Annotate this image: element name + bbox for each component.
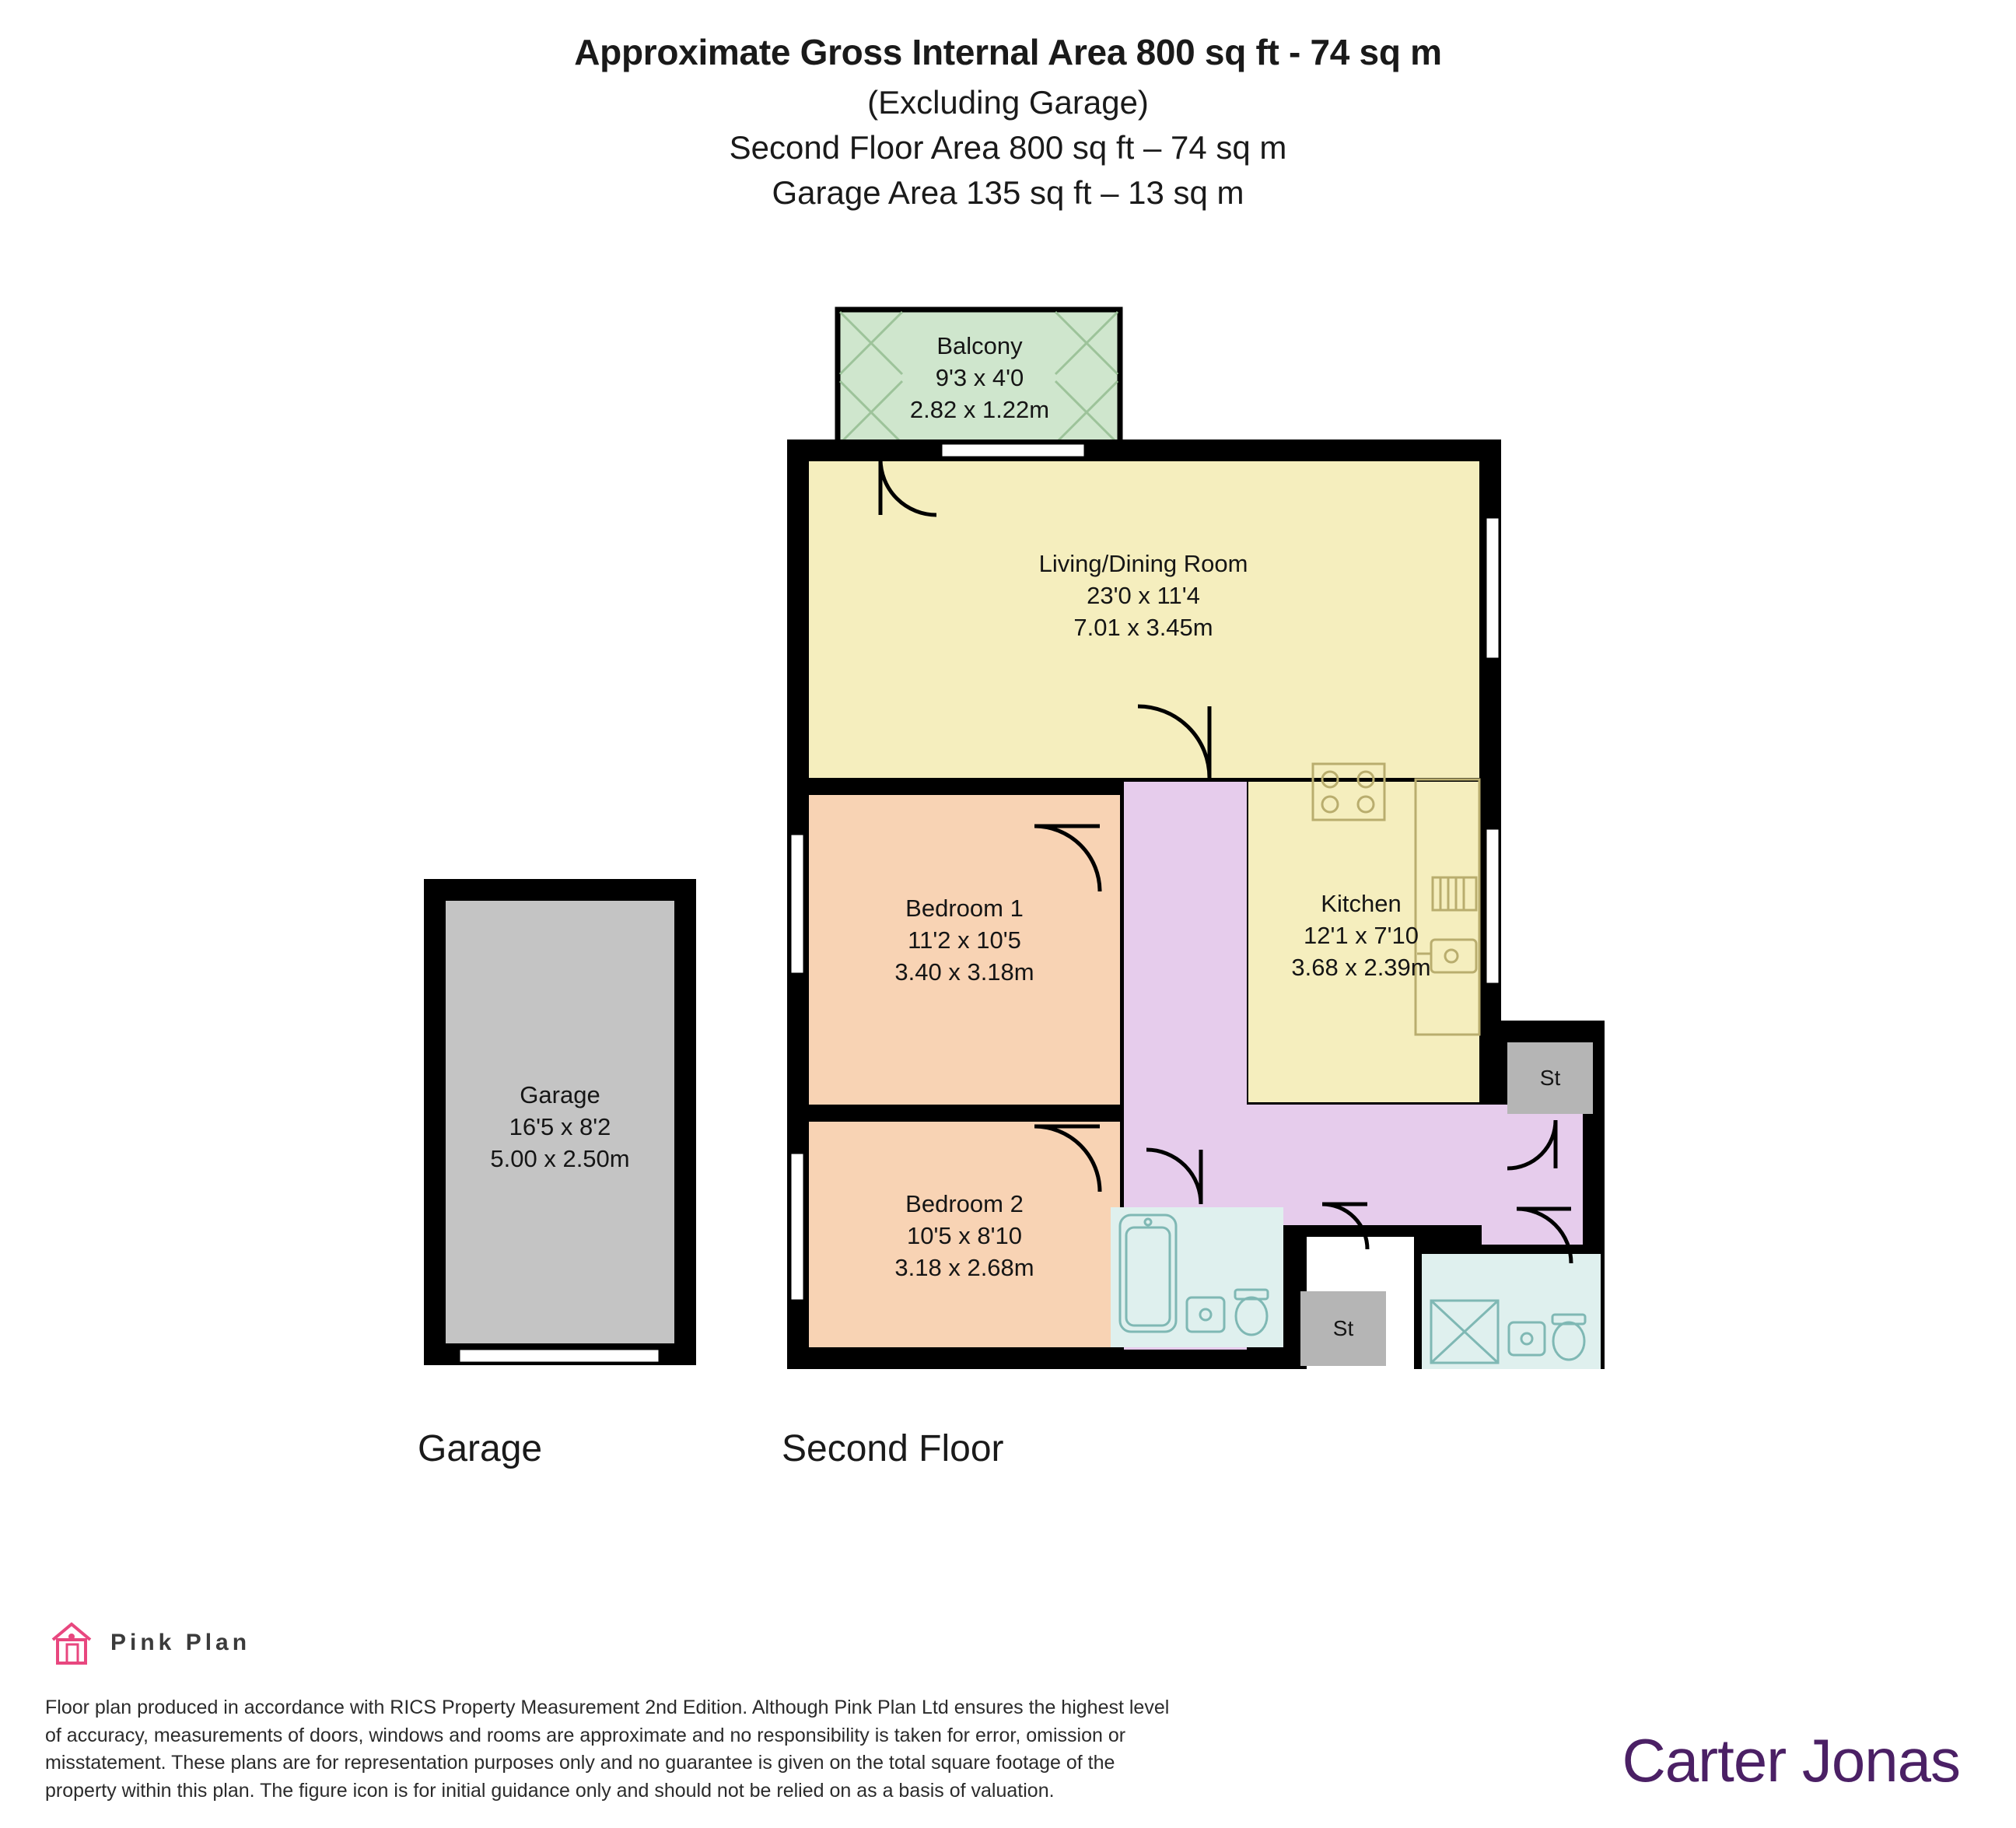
storage-label: St [1332, 1316, 1354, 1340]
bedroom-1-fill [809, 795, 1120, 1105]
pink-plan-label: Pink Plan [110, 1630, 251, 1655]
kitchen-fill [1248, 782, 1479, 1102]
floor-title-second: Second Floor [782, 1428, 1004, 1469]
room-dim-imperial: 9'3 x 4'0 [935, 363, 1024, 391]
room-dim-metric: 5.00 x 2.50m [490, 1144, 630, 1172]
room-name: Kitchen [1321, 890, 1402, 917]
room-dim-imperial: 11'2 x 10'5 [908, 926, 1021, 954]
header-line-1: Approximate Gross Internal Area 800 sq ft - 74 sq m [574, 32, 1442, 72]
room-dim-metric: 3.18 x 2.68m [894, 1253, 1034, 1281]
room-dim-imperial: 23'0 x 11'4 [1087, 581, 1200, 609]
garage-block [424, 879, 696, 1365]
room-dim-imperial: 16'5 x 8'2 [509, 1112, 611, 1140]
floor-title-garage: Garage [418, 1428, 543, 1469]
room-dim-metric: 7.01 x 3.45m [1073, 613, 1213, 641]
storage-1-fill [1507, 1042, 1593, 1114]
disclaimer-text: Floor plan produced in accordance with RICS Property Measurement 2nd Edition. Although Pink Plan Ltd ensures the highest level of accuracy, measurements of doors, windows and rooms are approximate and no responsibility is taken for error, omission or misstatement. These plans are for representation purposes only and no guarantee is given on the total square footage of the property within this plan. The figure icon is for initial guidance only and should not be relied on as a basis of valuation. [45, 1697, 1170, 1802]
room-name: Bedroom 1 [905, 895, 1024, 922]
room-dim-metric: 2.82 x 1.22m [909, 395, 1050, 423]
carter-jonas-brand: Carter Jonas [1622, 1726, 1960, 1795]
second-floor-block [787, 310, 1605, 1369]
bedroom-2-fill [809, 1122, 1120, 1347]
storage-2-fill [1300, 1291, 1386, 1366]
room-name: Living/Dining Room [1038, 550, 1248, 577]
room-dim-imperial: 12'1 x 7'10 [1303, 921, 1419, 949]
pink-plan-logo [47, 1618, 250, 1668]
room-name: Balcony [936, 332, 1023, 359]
room-dim-imperial: 10'5 x 8'10 [906, 1221, 1022, 1249]
room-dim-metric: 3.68 x 2.39m [1291, 953, 1431, 981]
header-line-3: Second Floor Area 800 sq ft – 74 sq m [729, 129, 1287, 166]
room-dim-metric: 3.40 x 3.18m [894, 958, 1034, 986]
balcony-area [838, 310, 1120, 450]
room-name: Garage [520, 1081, 600, 1108]
room-name: Bedroom 2 [905, 1190, 1024, 1217]
storage-label: St [1539, 1066, 1561, 1090]
header-line-2: (Excluding Garage) [867, 84, 1149, 121]
house-icon [47, 1618, 96, 1668]
header-line-4: Garage Area 135 sq ft – 13 sq m [772, 174, 1244, 211]
